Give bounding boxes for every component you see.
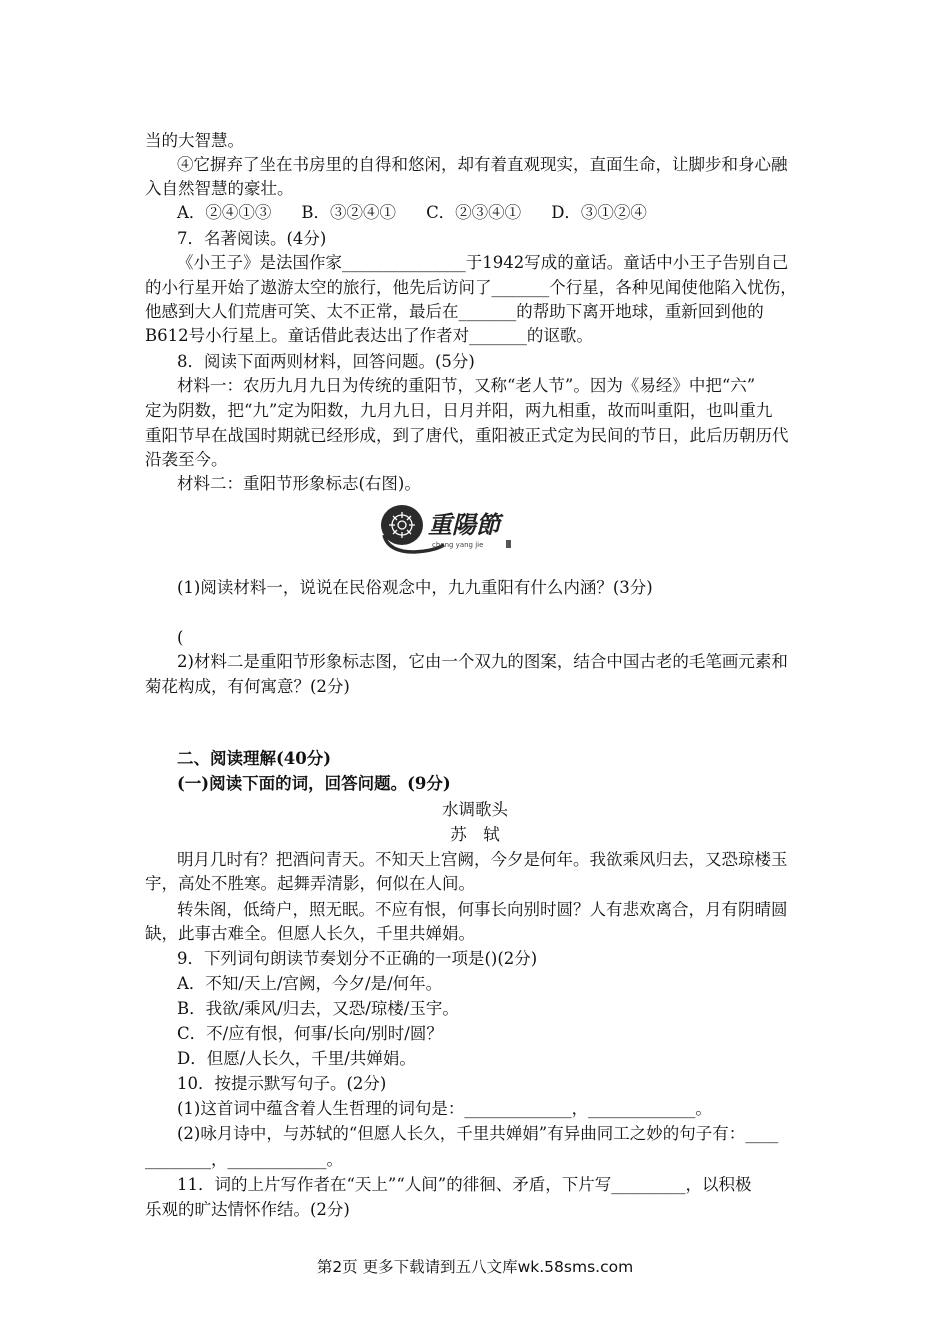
question-7: 7．名著阅读。(4分)	[177, 229, 327, 248]
text-line: 重阳节早在战国时期就已经形成，到了唐代，重阳被正式定为民间的节日，此后历朝历代	[145, 426, 789, 445]
poem-line: 转朱阁，低绮户，照无眠。不应有恨，何事长向别时圆？人有悲欢离合，月有阴晴圆	[177, 900, 788, 919]
question-8-2: 2)材料二是重阳节形象标志图，它由一个双九的图案，结合中国古老的毛笔画元素和	[177, 652, 788, 671]
option-c: C．②③④①	[426, 203, 522, 222]
text-line: 的小行星开始了遨游太空的旅行，他先后访问了_______个行星，各种见闻使他陷入忧伤，	[145, 278, 797, 297]
question-8: 8．阅读下面两则材料，回答问题。(5分)	[177, 352, 475, 371]
text-line: B612号小行星上。童话借此表达出了作者对_______的讴歌。	[145, 326, 593, 345]
text-line: 定为阴数，把“九”定为阳数，九月九日，日月并阳，两九相重，故而叫重阳，也叫重九	[145, 401, 773, 420]
poem-line: 明月几时有？把酒问青天。不知天上宫阙，今夕是何年。我欲乘风归去，又恐琼楼玉	[177, 850, 788, 869]
q6-options	[177, 201, 677, 225]
logo-pinyin: chong yang jie	[432, 541, 484, 549]
chongyang-logo	[378, 500, 518, 558]
text-line: 入自然智慧的豪壮。	[145, 179, 294, 198]
option-b: B．③②④①	[301, 203, 397, 222]
option-d: D．③①②④	[551, 203, 647, 222]
text-line: ________，____________。	[145, 1150, 343, 1169]
question-8-1: (1)阅读材料一，说说在民俗观念中，九九重阳有什么内涵？(3分)	[177, 578, 653, 597]
poem-title: 水调歌头	[442, 800, 508, 819]
question-10-1: (1)这首词中蕴含着人生哲理的词句是：_____________，_____________。	[177, 1099, 712, 1118]
text-line: 材料二：重阳节形象标志(右图)。	[177, 474, 421, 493]
text-line: 沿袭至今。	[145, 450, 228, 469]
option-b: B．我欲/乘风/归去，又恐/琼楼/玉宇。	[177, 999, 459, 1018]
poem-author: 苏 轼	[450, 825, 500, 844]
logo-text: 重陽節	[428, 510, 500, 539]
question-10: 10．按提示默写句子。(2分)	[177, 1074, 387, 1093]
text-line: 乐观的旷达情怀作结。(2分)	[145, 1200, 350, 1219]
text-line: 当的大智慧。	[145, 131, 244, 150]
text-line: 《小王子》是法国作家_______________于1942写成的童话。童话中小王子告别自己	[177, 253, 789, 272]
text-line: (	[177, 628, 184, 647]
poem-line: 宇，高处不胜寒。起舞弄清影，何似在人间。	[145, 874, 475, 893]
text-line: 他感到大人们荒唐可笑、太不正常，最后在_______的帮助下离开地球，重新回到他的	[145, 302, 764, 321]
question-10-2: (2)咏月诗中，与苏轼的“但愿人长久，千里共婵娟”有异曲同工之妙的句子有：____	[177, 1124, 779, 1143]
poem-line: 缺，此事古难全。但愿人长久，千里共婵娟。	[145, 924, 475, 943]
section-heading: 二、阅读理解(40分)	[177, 749, 332, 768]
text-line: 菊花构成，有何寓意？(2分)	[145, 677, 350, 696]
text-line: ④它摒弃了坐在书房里的自得和悠闲，却有着直观现实，直面生命，让脚步和身心融	[177, 155, 788, 174]
option-d: D．但愿/人长久，千里/共婵娟。	[177, 1049, 416, 1068]
option-a: A．不知/天上/宫阙，今夕/是/何年。	[177, 974, 443, 993]
option-c: C．不/应有恨，何事/长向/别时/圆？	[177, 1024, 443, 1043]
page-footer: 第2页 更多下载请到五八文库wk.58sms.com	[316, 1258, 634, 1276]
option-a: A．②④①③	[177, 203, 272, 222]
question-9: 9．下列词句朗读节奏划分不正确的一项是()(2分)	[177, 949, 538, 968]
text-line: 材料一：农历九月九日为传统的重阳节，又称“老人节”。因为《易经》中把“六”	[177, 376, 756, 395]
subsection-heading: (一)阅读下面的词，回答问题。(9分)	[177, 774, 451, 793]
question-11: 11．词的上片写作者在“天上”“人间”的徘徊、矛盾，下片写_________，以积极	[177, 1175, 752, 1194]
